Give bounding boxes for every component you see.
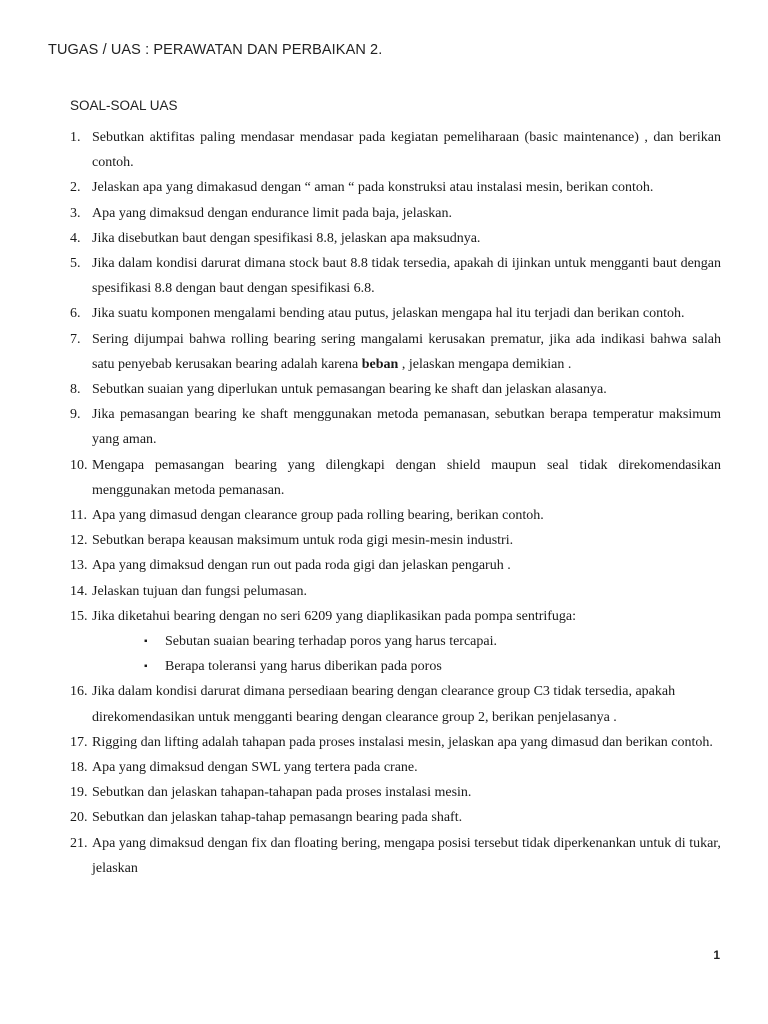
- question-text: Sebutkan dan jelaskan tahap-tahap pemasangn bearing pada shaft.: [92, 810, 463, 826]
- question-text: [92, 327, 721, 377]
- question-number: 18.: [70, 760, 88, 776]
- question-item-18: [70, 755, 721, 780]
- emphasized-word: beban: [361, 356, 399, 372]
- question-text: Jika dalam kondisi darurat dimana persediaan bearing dengan clearance group C3 tidak tersedia, apakah direkomendasikan untuk mengganti bearing dengan clearance group 2, berikan penjelasanya .: [92, 684, 676, 725]
- question-text: Jelaskan apa yang dimakasud dengan “ aman “ pada konstruksi atau instalasi mesin, berikan contoh.: [92, 180, 654, 196]
- question-item-2: [70, 175, 721, 200]
- question-item-17: [70, 730, 721, 755]
- question-list: [70, 125, 721, 881]
- square-bullet-icon: ▪: [144, 661, 148, 673]
- sub-list: [92, 629, 721, 679]
- question-item-15: [70, 604, 721, 680]
- square-bullet-icon: ▪: [144, 636, 148, 648]
- question-text: Apa yang dimaksud dengan run out pada roda gigi dan jelaskan pengaruh .: [92, 558, 511, 574]
- question-number: 20.: [70, 810, 88, 826]
- question-text: Sebutkan suaian yang diperlukan untuk pemasangan bearing ke shaft dan jelaskan alasanya.: [92, 382, 607, 398]
- question-item-10: [70, 453, 721, 503]
- question-number: 16.: [70, 684, 88, 700]
- question-text: Jika dalam kondisi darurat dimana stock baut 8.8 tidak tersedia, apakah di ijinkan untuk mengganti baut dengan spesifikasi 8.8 dengan baut dengan spesifikasi 6.8.: [92, 256, 721, 297]
- question-item-14: [70, 579, 721, 604]
- question-number: 5.: [70, 256, 81, 272]
- document-header: TUGAS / UAS : PERAWATAN DAN PERBAIKAN 2.: [48, 42, 383, 58]
- question-number: 21.: [70, 835, 88, 851]
- question-number: 3.: [70, 205, 81, 221]
- question-item-21: [70, 831, 721, 881]
- question-item-7: [70, 327, 721, 377]
- question-number: 2.: [70, 180, 81, 196]
- question-text: Jika disebutkan baut dengan spesifikasi 8.8, jelaskan apa maksudnya.: [92, 230, 481, 246]
- question-item-6: [70, 301, 721, 326]
- question-number: 8.: [70, 382, 81, 398]
- question-item-3: [70, 201, 721, 226]
- question-text-part: Sering dijumpai bahwa rolling bearing sering mangalami kerusakan prematur, jika ada indikasi bahwa salah satu penyebab kerusakan bearing adalah karena: [92, 331, 721, 372]
- question-item-1: [70, 125, 721, 175]
- question-text: Apa yang dimasud dengan clearance group pada rolling bearing, berikan contoh.: [92, 508, 544, 524]
- question-number: 12.: [70, 533, 88, 549]
- sub-item: [144, 654, 721, 679]
- question-number: 14.: [70, 583, 88, 599]
- question-text: Apa yang dimaksud dengan fix dan floating bering, mengapa posisi tersebut tidak diperkenankan untuk di tukar, jelaskan: [92, 835, 721, 876]
- question-text: Rigging dan lifting adalah tahapan pada proses instalasi mesin, jelaskan apa yang dimasud dan berikan contoh.: [92, 734, 713, 750]
- question-text: Jika suatu komponen mengalami bending atau putus, jelaskan mengapa hal itu terjadi dan berikan contoh.: [92, 306, 685, 322]
- question-item-4: [70, 226, 721, 251]
- question-text: Mengapa pemasangan bearing yang dilengkapi dengan shield maupun seal tidak direkomendasikan menggunakan metoda pemanasan.: [92, 457, 721, 498]
- question-number: 15.: [70, 608, 88, 624]
- question-text: Sebutkan aktifitas paling mendasar mendasar pada kegiatan pemeliharaan (basic maintenance) , dan berikan contoh.: [92, 130, 721, 171]
- section-title: SOAL-SOAL UAS: [70, 98, 178, 113]
- question-number: 1.: [70, 130, 81, 145]
- question-item-13: [70, 553, 721, 578]
- question-number: 11.: [70, 508, 87, 524]
- sub-item-text: Berapa toleransi yang harus diberikan pada poros: [165, 659, 442, 675]
- question-number: 9.: [70, 407, 81, 423]
- sub-item-text: Sebutan suaian bearing terhadap poros yang harus tercapai.: [165, 634, 497, 650]
- question-number: 6.: [70, 306, 81, 322]
- question-item-8: [70, 377, 721, 402]
- question-text: Jika pemasangan bearing ke shaft menggunakan metoda pemanasan, sebutkan berapa temperatur maksimum yang aman.: [92, 407, 721, 448]
- question-item-5: [70, 251, 721, 301]
- page-number: 1: [713, 948, 720, 962]
- question-item-16: [70, 679, 721, 729]
- question-item-19: [70, 780, 721, 805]
- question-text: Jelaskan tujuan dan fungsi pelumasan.: [92, 583, 308, 599]
- question-text: Apa yang dimaksud dengan SWL yang tertera pada crane.: [92, 760, 418, 776]
- sub-item: [144, 629, 721, 654]
- question-text: Jika diketahui bearing dengan no seri 6209 yang diaplikasikan pada pompa sentrifuga:: [92, 608, 577, 624]
- question-text: Sebutkan dan jelaskan tahapan-tahapan pada proses instalasi mesin.: [92, 785, 472, 801]
- question-item-11: [70, 503, 721, 528]
- question-text-part: , jelaskan mengapa demikian .: [398, 356, 572, 372]
- question-number: 13.: [70, 558, 88, 574]
- question-number: 4.: [70, 230, 81, 246]
- question-item-12: [70, 528, 721, 553]
- question-item-20: [70, 805, 721, 830]
- question-item-9: [70, 402, 721, 452]
- question-text: Sebutkan berapa keausan maksimum untuk roda gigi mesin-mesin industri.: [92, 533, 514, 549]
- question-number: 17.: [70, 734, 88, 750]
- question-number: 19.: [70, 785, 88, 801]
- question-text: Apa yang dimaksud dengan endurance limit pada baja, jelaskan.: [92, 205, 452, 221]
- question-number: 10.: [70, 457, 88, 473]
- question-number: 7.: [70, 331, 81, 347]
